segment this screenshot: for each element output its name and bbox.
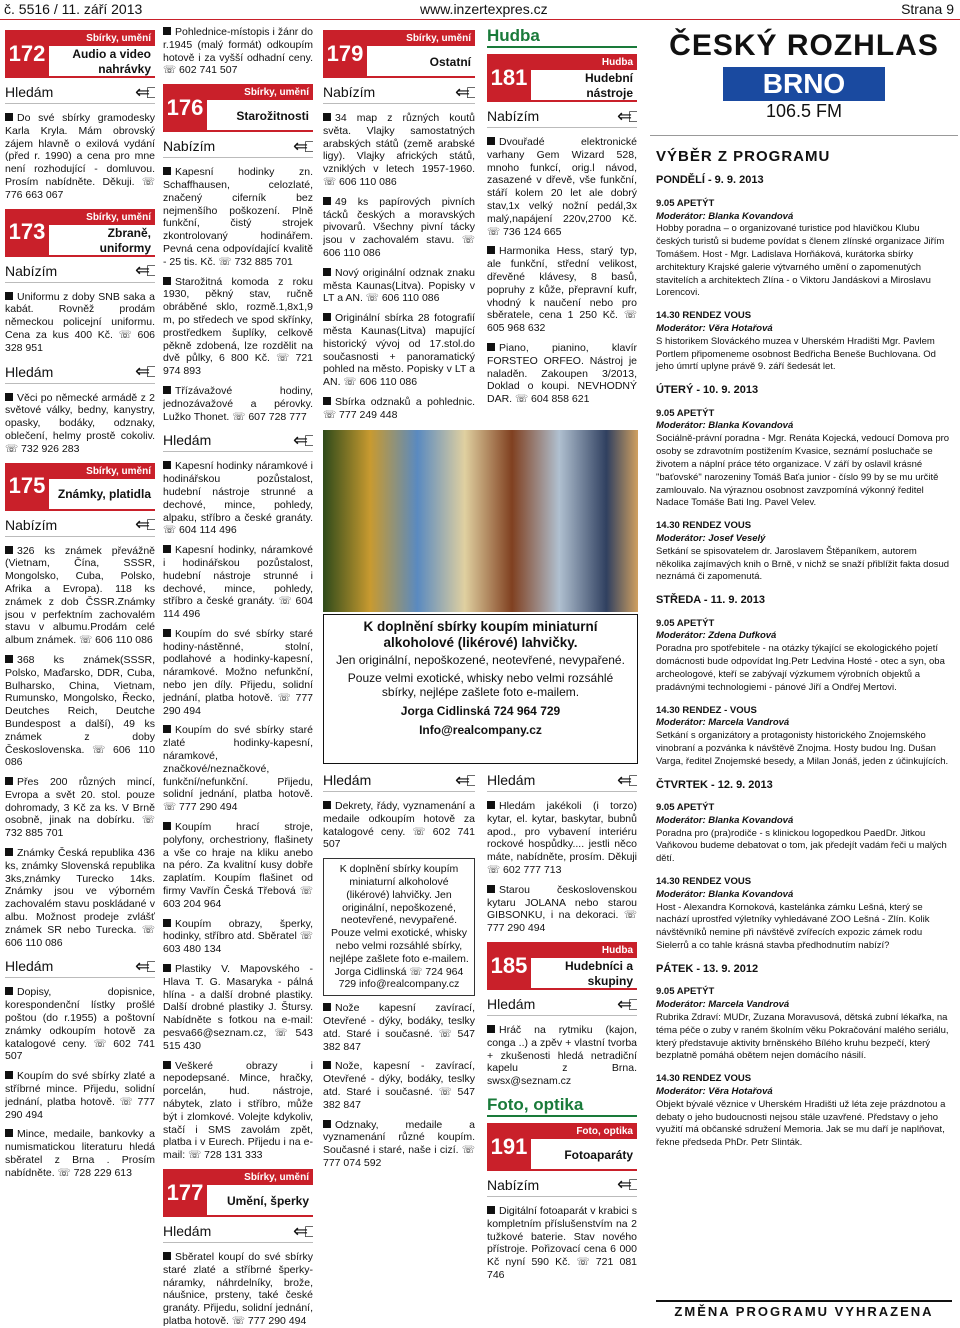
category-group: Sbírky, umění: [207, 1171, 313, 1185]
bullet-icon: [487, 801, 495, 809]
site-url[interactable]: www.inzertexpres.cz: [420, 1, 548, 17]
ad-text: Nože, kapesní - zavírací, Otevřené - dýky, bodáky, teslky atd. Staré i současné. ☏ 547 382 847: [323, 1060, 475, 1111]
ad-text: Do své sbírky gramodesky Karla Kryla. Mám obrovský zájem hlavně o exilová vydání (před r. 1990) a cena pro mne není rozhodující - domluvou. Prosím nabídněte. Děkuji. ☏ 776 663 067: [5, 112, 155, 201]
bullet-icon: [163, 461, 171, 469]
program-day: STŘEDA - 11. 9. 2013: [656, 594, 766, 607]
ad-text: Koupím obrazy, šperky, hodinky, stříbro atd. Sběratel ☏ 603 480 134: [163, 917, 313, 956]
ad-text: Třízávažové hodiny, jednozávažové a pérovky. Lužko Thonet. ☏ 607 728 777: [163, 384, 313, 423]
column-1: [5, 26, 155, 1187]
section-title: Nabízím: [163, 138, 216, 155]
bullet-icon: [163, 919, 171, 927]
section-title: Hledám: [323, 771, 372, 788]
category-group: Hudba: [531, 944, 637, 958]
group-title: Foto, optika: [487, 1095, 637, 1117]
program-moderator: Moderátor: Blanka Kovandová: [656, 888, 794, 900]
radio-program-column: [650, 22, 958, 1324]
ad-text: Starou československou kytaru JOLANA nebo starou GIBSONKU, i na dekoraci. ☏ 777 290 494: [487, 883, 637, 935]
classified-ad: [163, 963, 313, 1053]
section-label: [487, 106, 637, 128]
bullet-icon: [5, 113, 13, 121]
classified-ad: [487, 245, 637, 335]
bullet-icon: [163, 1061, 171, 1069]
bullet-icon: [163, 629, 171, 637]
category-group: Sbírky, umění: [367, 32, 475, 46]
category-header: [163, 84, 313, 132]
classified-ad: [487, 884, 637, 935]
program-moderator: Moderátor: Zdena Dufková: [656, 630, 777, 642]
program-item: [656, 520, 952, 584]
program-time: 9.05 APETÝT: [656, 617, 715, 629]
category-number: 173: [5, 211, 49, 255]
arrow-icon: ⇐□: [293, 429, 313, 450]
program-text: Host - Alexandra Kornoková, kastelánka zámku Lešná, který se nachází uprostřed výletníky vyhledávané ZOO Lešná - Zlín. Kolik návštěvníků nemine při návštěvě zvířecích expozic zámek rodu Sielerrů a co tahle krásná stavba předhodnutím nabízí?: [656, 901, 930, 952]
ad-text: Nože kapesní zavírací, Otevřené - dýky, bodáky, teslky atd. Staré i současné. ☏ 547 382 847: [323, 1002, 475, 1053]
bullet-icon: [5, 393, 13, 401]
category-number: 176: [163, 86, 207, 130]
group-title: Hudba: [487, 26, 637, 48]
section-title: Hledám: [487, 771, 536, 788]
program-heading: VÝBĚR Z PROGRAMU: [656, 148, 831, 165]
category-name: Ostatní: [429, 54, 471, 69]
classified-ad: [323, 1002, 475, 1053]
bullet-icon: [163, 277, 171, 285]
ad-text: Piano, pianino, klavír FORSTEO ORFEO. Nástroj je naladěn. Zakoupen 3/2013, Doklad o koupi. NEVHODNÝ DAR. ☏ 604 858 621: [487, 341, 637, 406]
bullet-icon: [5, 987, 13, 995]
radio-logo: ČESKÝ ROZHLAS: [669, 29, 939, 62]
ad-text: Sběratel koupí do své sbírky staré zlaté a stříbrné šperky-náramky, náhrdelníky, brože, náušnice, prsteny, také české granáty. Přijedu, solidní jednání, platba hotově. ☏ 777 290 494: [163, 1250, 313, 1327]
category-name: Umění, šperky: [226, 1193, 309, 1208]
ad-text: Starožitná komoda z roku 1930, pěkný stav, ručně obráběné sklo, rozmě.1,8x1,9 m, po středech ve spod skřínky, prostředkem šuplíky, celkově pěkně zdobená, lze rozdělit na dvě půlky, 6 800 Kč. ☏ 721 974 893: [163, 275, 313, 378]
bullet-icon: [323, 801, 331, 809]
program-moderator: Moderátor: Marcela Vandrová: [656, 717, 790, 729]
program-day: ČTVRTEK - 12. 9. 2013: [656, 778, 773, 791]
ad-text: Plastiky V. Mapovského - Hlava T. G. Masaryka - pálná hlína - a další drobné plastiky. Další drobné plastiky J. Štursy. Nabídněte s fotkou na e-mail: pesva66@seznam.cz, ☏ 543 515 430: [163, 963, 313, 1052]
bullet-icon: [163, 1252, 171, 1260]
program-moderator: Moderátor: Blanka Kovandová: [656, 814, 794, 826]
ad-text: Koupím do své sbírky staré zlaté hodinky-kapesní, náramkové, značkové/neznačkové, funkční/nefunkční. Přijedu, solidní jednání, platba hotově. ☏ 777 290 494: [163, 724, 313, 814]
program-time: 9.05 APETÝT: [656, 801, 715, 813]
bullet-icon: [5, 292, 13, 300]
ad-text: Koupím do své sbírky zlaté a stříbrné mince. Přijedu, solidní jednání, platba hotově. ☏ 777 290 494: [5, 1070, 155, 1121]
ad-text: Věci po německé armádě z 2 světové války, bedny, kanystry, opasky, bodáky, odznaky, oblečení, helmy prostě cokoliv. ☏ 732 926 283: [5, 391, 155, 455]
column-2: [163, 26, 313, 1328]
program-moderator: Moderátor: Věra Hotařová: [656, 323, 773, 335]
program-text: Poradna pro (pra)rodiče - s klinickou logopedkou PaedDr. Jitkou Vaňkovou budeme debatovat o tom, jak předejít vadám řeči u malých dětí.: [656, 827, 947, 865]
ad-text: Dekrety, řády, vyznamenání a medaile odkoupím hotově za katalogové ceny. ☏ 602 741 507: [323, 800, 475, 851]
classified-ad: [5, 291, 155, 355]
ad-text: Mince, medaile, bankovky a numismatickou literaturu hledá sběratel z Brna . Prosím nabídněte. ☏ 728 229 613: [5, 1128, 155, 1179]
program-time: 9.05 APETÝT: [656, 986, 715, 998]
section-title: Nabízím: [5, 516, 58, 533]
category-header: [5, 463, 155, 511]
ad-text: Kapesní hodinky zn. Schaffhausen, celozlaté, značený ciferník bez nejmenšího poškození. Plně funkční, čistý strojek zkontrolovaný hodinářem. Pevná cena odpovídající kvalitě - 25 tis. Kč. ☏ 732 885 701: [163, 166, 313, 268]
bullet-icon: [323, 113, 331, 121]
category-header: [5, 209, 155, 257]
bullet-icon: [163, 725, 171, 733]
program-time: 14.30 RENDEZ VOUS: [656, 310, 752, 322]
category-group: Sbírky, umění: [207, 86, 313, 100]
section-title: Hledám: [163, 1222, 212, 1239]
classified-ad: [163, 1251, 313, 1328]
classified-ad: [163, 385, 313, 423]
section-title: Nabízím: [5, 262, 58, 279]
section-label: [5, 515, 155, 537]
bullet-icon: [487, 137, 495, 145]
ad-text: 34 map z různých koutů světa. Vlajky samostatných arabských států (země arabské ligy). Vlajky afrických států, vzniklých v letech 1957-1960. ☏ 606 110 086: [323, 112, 475, 188]
section-label: [163, 430, 313, 452]
program-day: PONDĚLÍ - 9. 9. 2013: [656, 174, 764, 187]
issue-number: č. 5516 / 11. září 2013: [4, 1, 143, 17]
category-name: Hudebníci a skupiny: [564, 959, 633, 988]
section-label: [5, 82, 155, 104]
category-name: Zbraně, uniformy: [99, 225, 151, 255]
bottles-ad-line1: Jen originální, nepoškozené, neotevřené, nevypařené.: [336, 653, 625, 668]
classified-ad: [323, 1119, 475, 1170]
classified-ad: [323, 112, 475, 189]
classified-ad: [163, 166, 313, 268]
bullet-icon: [323, 1003, 331, 1011]
category-header: [487, 1123, 637, 1171]
program-moderator: Moderátor: Marcela Vandrová: [656, 999, 790, 1011]
category-header: [5, 30, 155, 78]
arrow-icon: ⇐□: [617, 769, 637, 790]
section-title: Hledám: [5, 83, 54, 100]
bottles-photo: [323, 430, 638, 612]
category-group: Sbírky, umění: [49, 211, 155, 225]
section-label: [5, 956, 155, 978]
program-moderator: Moderátor: Josef Veselý: [656, 532, 766, 544]
ad-text: Známky Česká republika 436 ks, známky Slovenská republika 3ks,známky Turecko 14ks. Známky jsou ve výborném zachovalém stavu poskládané v albu. Možnost prodeje zvlášť známek SR nebo Turecka. ☏ 606 110 086: [5, 847, 155, 949]
bullet-icon: [5, 655, 13, 663]
program-text: Setkání se spisovatelem dr. Jaroslavem Štěpaníkem, autorem několika zajímavých knih o Brně, v nichž se snaží přiblížit fakta dosud neznámá či zapomenutá.: [656, 545, 950, 583]
ad-text: Harmonika Hess, starý typ, ale funkční, střední velikost, dřevěné klávesy, 8 basů, popruhy z kůže, přepravní kufr, vhodný k naučení nebo pro sběratele, cena 1 250 Kč. ☏ 605 968 632: [487, 245, 637, 335]
category-header: [163, 1169, 313, 1217]
program-time: 9.05 APETÝT: [656, 407, 715, 419]
arrow-icon: ⇐□: [135, 955, 155, 976]
radio-frequency: 106.5 FM: [765, 100, 843, 121]
classified-ad: [323, 196, 475, 260]
classified-ad: [5, 112, 155, 202]
category-number: 185: [487, 944, 531, 988]
classified-ad: [163, 628, 313, 718]
bottles-ad-line2: Pouze velmi exotické, whisky nebo velmi rozsáhlé sbírky, nejlépe zašlete foto e-mailem.: [347, 670, 614, 700]
program-item: [656, 876, 952, 953]
bullet-icon: [323, 268, 331, 276]
bullet-icon: [487, 343, 495, 351]
bullet-icon: [487, 246, 495, 254]
page-number: Strana 9: [901, 1, 954, 17]
program-footer: ZMĚNA PROGRAMU VYHRAZENA: [656, 1300, 952, 1320]
ad-text: Přes 200 různých mincí, Evropa a svět 20. stol. pouze dohromady, 3 Kč za ks. V Brně osobně, jinak na dobírku. ☏ 732 885 701: [5, 776, 155, 840]
section-label: [163, 136, 313, 158]
category-header: [487, 942, 637, 990]
bullet-icon: [163, 167, 171, 175]
category-header: [323, 30, 475, 78]
bottles-ad-title: K doplnění sbírky koupím miniaturní alkoholové (likérové) lahvičky.: [363, 619, 598, 650]
section-label: [163, 1221, 313, 1243]
program-day: ÚTERÝ - 10. 9. 2013: [656, 384, 759, 397]
bottles-ad-box: [323, 614, 638, 764]
ad-text: Originální sbírka 28 fotografií města Kaunas(Litva) mapující historický vývoj od 17.stol.do současnosti + panoramatický pohled na město. Popisky v LT a AN. ☏ 606 110 086: [323, 312, 475, 389]
program-time: 14.30 RENDEZ VOUS: [656, 520, 752, 532]
bullet-icon: [5, 546, 13, 554]
classified-ad: [323, 396, 475, 422]
bottles-ad-email[interactable]: Info@realcompany.cz: [419, 722, 542, 737]
bullet-icon: [323, 1061, 331, 1069]
program-moderator: Moderátor: Blanka Kovandová: [656, 210, 794, 222]
category-group: Sbírky, umění: [49, 32, 155, 46]
category-group: Hudba: [531, 56, 637, 70]
program-item: [656, 705, 952, 769]
ad-text: Veškeré obrazy i nepodepsané. Mince, hračky, porcelán, hud. nástroje, nábytek, zlato i stříbro, může být i zlomkové. Volejte kdykoliv, stačí i SMS zavolám zpět, platba i v Eurech. Přijedu i na e-mail: ☏ 728 131 333: [163, 1059, 313, 1162]
category-name: Starožitnosti: [236, 108, 309, 123]
ad-text: Dopisy, dopisnice, korespondenční lístky prošlé poštou (do r.1955) a poštovní známky odkoupím hotově za katalogové ceny. ☏ 602 741 507: [5, 986, 155, 1063]
bullet-icon: [163, 545, 171, 553]
classified-ad: [163, 26, 313, 77]
classified-ad: [5, 1070, 155, 1121]
classified-ad: [163, 724, 313, 814]
ad-text: Digitální fotoaparát v krabici s kompletním příslušenstvím na 2 tužkové baterie. Stav nového přístroje. Pořizovací cena 6 000 Kč nyní 590 Kč. ☏ 721 081 746: [487, 1204, 637, 1281]
section-title: Hledám: [5, 363, 54, 380]
bullet-icon: [5, 1071, 13, 1079]
classified-ad: [5, 654, 155, 769]
column-3-lower: [323, 766, 475, 1177]
category-header: [487, 54, 637, 102]
program-text: Setkání s organizátory a protagonisty historického Znojemského vinobraní a pozvánka k návštěvě Znojma. Hosty budou Ing. Dušan Varga, ředitel Znojemské besedy, a Milan Jonáš, jeden z účinkujících.: [656, 730, 949, 767]
section-label: [323, 770, 475, 792]
arrow-icon: ⇐□: [135, 361, 155, 382]
classified-ad: [163, 918, 313, 956]
bullet-icon: [5, 848, 13, 856]
arrow-icon: ⇐□: [455, 81, 475, 102]
category-number: 191: [487, 1125, 531, 1169]
classified-ad: [487, 1205, 637, 1282]
bullet-icon: [487, 1025, 495, 1033]
ad-text: Hledám jakékoli (i torzo) kytar, el. kytar, baskytar, bubnů apod., pro vybavení interiéru rockové hospůdky.... jestli něco máte, nabídněte, prosím. Děkuji ☏ 602 777 713: [487, 800, 637, 876]
classified-ad: [5, 1128, 155, 1179]
ad-text: Koupím hrací stroje, polyfony, orchestriony, flašinety a vše co hraje na kliku anebo na péro. Za kvalitní kusy dobře zaplatím. Koupím flašinet od firmy Vavřín Česká Třebová ☏ 603 204 964: [163, 821, 313, 910]
classified-ad: [323, 312, 475, 389]
program-item: [656, 408, 952, 511]
section-title: Hledám: [487, 995, 536, 1012]
boxed-ad: K doplnění sbírky koupím miniaturní alkoholové (likérové) lahvičky. Jen originální, nepoškozené, neotevřené, nevypařené. Pouze velmi exotické, whisky nebo velmi rozsáhlé sbírky, nejlépe zašlete foto e-mailem. Jorga Cidlinská ☏ 724 964 729 info@realcompany.cz: [323, 858, 475, 996]
classified-ad: [5, 776, 155, 840]
ad-text: Odznaky, medaile a vyznamenání různé koupím. Současné i staré, naše i cizí. ☏ 777 074 592: [323, 1118, 475, 1169]
bullet-icon: [5, 1129, 13, 1137]
classified-ad: [163, 460, 313, 537]
classified-ad: [5, 986, 155, 1063]
bullet-icon: [163, 964, 171, 972]
category-number: 177: [163, 1171, 207, 1215]
bullet-icon: [163, 386, 171, 394]
radio-city: BRNO: [723, 67, 885, 101]
category-group: Sbírky, umění: [49, 465, 155, 479]
program-time: 14.30 RENDEZ VOUS: [656, 1073, 752, 1085]
bullet-icon: [323, 1120, 331, 1128]
classified-ad: [5, 847, 155, 949]
program-time: 14.30 RENDEZ - VOUS: [656, 704, 757, 716]
ad-text: Sbírka odznaků a pohlednic. ☏ 777 249 448: [323, 395, 475, 421]
ad-text: Dvouřadé elektronické varhany Gem Wizard 528, mnoho funkcí, orig.l návod, zasazené v dřevě, vše funkční, stáří kolem 20 let ale dobrý stav,1x velký nožní pedál,3x malý,napájení 220v,2700 Kč. ☏ 736 124 665: [487, 136, 637, 238]
category-name: Hudební nástroje: [585, 71, 633, 100]
program-item: [656, 310, 952, 374]
section-title: Nabízím: [487, 1176, 540, 1193]
section-label: [5, 261, 155, 283]
ad-text: 368 ks známek(SSSR, Polsko, Maďarsko, DDR, Cuba, Bulharsko, China, Vietnam, Rumunsko, Mongolsko, Řecko, Deutches Reich, Deutche Bundespost a další), 49 ks známek z doby Československa. ☏ 606 110 086: [5, 653, 155, 769]
classified-ad: [323, 800, 475, 851]
category-number: 181: [487, 56, 531, 100]
category-number: 179: [323, 32, 367, 76]
ad-text: Koupím do své sbírky staré hodiny-nástěnné, stolní, podlahové a hodinky-kapesní, náramkové. Možno nefunkční, nebo jen díly. Přijedu, solidní jednání, platba hotově. ☏ 777 290 494: [163, 627, 313, 717]
program-text: Hobby poradna – o organizované turistice pod hlavičkou Klubu českých turistů si budeme povídat s členem zlínské organizace Jiřím Tomášem. Host - Mgr. Ladislava Horňáková, kurátorka sbírky architektury Krajské galerie výtvarného umění o zapomenutých stavitelích a architektech Zlína - o Viktoru Jandáskovi a Miroslavu Lorencovi.: [656, 223, 945, 299]
classified-ad: [487, 136, 637, 238]
program-text: Objekt bývalé věznice v Uherském Hradišti už léta zeje prázdnotou a debaty o jeho budoucnosti nejsou stále uzavřené. Představy o jeho využití má občanské sdružení Memoria. Jak se mu daří je naplňovat, řekne předseda PhDr. Petr Slinták.: [656, 1098, 946, 1149]
arrow-icon: ⇐□: [617, 993, 637, 1014]
bullet-icon: [163, 27, 171, 35]
arrow-icon: ⇐□: [135, 514, 155, 535]
column-4: [487, 26, 637, 426]
arrow-icon: ⇐□: [617, 105, 637, 126]
arrow-icon: ⇐□: [293, 1220, 313, 1241]
section-label: [487, 1175, 637, 1197]
program-day: PÁTEK - 13. 9. 2012: [656, 962, 759, 975]
ad-text: 326 ks známek převážně (Vietnam, Čína, SSSR, Mongolsko, Cuba, Polsko, Afrika a Evropa). 118 ks známek z dob ČSSR.Známky jsou v perfektním zachovalém stavu v albumu.Prodám celé album známek. ☏ 606 110 086: [5, 544, 155, 647]
section-title: Hledám: [163, 432, 212, 449]
bullet-icon: [163, 822, 171, 830]
bullet-icon: [323, 313, 331, 321]
program-days: [650, 174, 958, 1150]
ad-text: Kapesní hodinky, náramkové i hodinářskou pozůstalost, hudební nástroje strunné i dechové, mince, pohledy, stříbro a české granáty. ☏ 604 114 496: [163, 544, 313, 621]
arrow-icon: ⇐□: [135, 81, 155, 102]
bullet-icon: [323, 197, 331, 205]
program-time: 9.05 APETÝT: [656, 197, 715, 209]
classified-ad: [163, 1060, 313, 1162]
column-3: [323, 26, 475, 426]
category-name: Audio a video nahrávky: [72, 47, 151, 76]
bullet-icon: [487, 885, 495, 893]
ad-text: Kapesní hodinky náramkové i hodinářskou pozůstalost, hudební nástroje strunné a dechové, mince, pohledy, alpaku, stříbro a české granáty. ☏ 604 114 496: [163, 460, 313, 537]
program-item: [656, 198, 952, 301]
arrow-icon: ⇐□: [293, 135, 313, 156]
program-time: 14.30 RENDEZ VOUS: [656, 876, 752, 888]
radio-logo-block: [650, 28, 958, 136]
column-4-lower: [487, 766, 637, 1289]
category-number: 172: [5, 32, 49, 76]
program-item: [656, 618, 952, 695]
section-title: Nabízím: [323, 83, 376, 100]
ad-text: Uniformu z doby SNB saka a kabát. Rovněž prodám německou policejní uniformu. Cena za kus 400 Kč. ☏ 606 328 951: [5, 290, 155, 354]
section-label: [487, 770, 637, 792]
classified-ad: [323, 1060, 475, 1111]
bullet-icon: [487, 1206, 495, 1214]
program-text: Poradna pro spotřebitele - na otázky týkající se ekologického pojetí domácnosti bude odpovídat Ing.Petr Ledvina Hosté - otec a syn, oba archeologové, kteří se zabývají výzkumem výrobních objektů a pradávnými technologiemi - pánové Jiří a Ondřej Mertovi.: [656, 643, 945, 693]
category-name: Známky, platidla: [57, 487, 151, 502]
section-label: [323, 82, 475, 104]
arrow-icon: ⇐□: [455, 769, 475, 790]
classified-ad: [163, 544, 313, 621]
section-title: Hledám: [5, 958, 54, 975]
ad-text: 49 ks papírových pivních tácků českých a moravských pivovarů. Všechny pivní tácky jsou v zachovalém stavu. ☏ 606 110 086: [323, 195, 475, 259]
program-text: Sociálně-právní poradna - Mgr. Renáta Kojecká, vedoucí Domova pro osoby se zdravotním postižením Kvasice, seznámí posluchače se životem a náplní práce této organizace. V září by oslavil krásné "baťovské" narozeniny Tomáš Baťa junior - číslo 99 by se mu určitě zamlouvalo. Na výraznou osobnost zavzpomíná výkonný ředitel Nadace Tomáše Bati Ing. Pavel Velev.: [656, 433, 950, 509]
category-number: 175: [5, 465, 49, 509]
arrow-icon: ⇐□: [617, 1174, 637, 1195]
classified-ad: [163, 821, 313, 911]
classified-ad: [5, 545, 155, 647]
bullet-icon: [5, 777, 13, 785]
classified-ad: [323, 267, 475, 305]
category-group: Foto, optika: [531, 1125, 637, 1139]
classified-ad: [487, 800, 637, 877]
classified-ad: [487, 1024, 637, 1088]
ad-text: Nový originální odznak znaku města Kaunas(Litva). Popisky v LT a AN. ☏ 606 110 086: [323, 266, 475, 305]
section-label: [487, 994, 637, 1016]
program-item: [656, 802, 952, 866]
program-text: S historikem Slováckého muzea v Uherském Hradišti Mgr. Pavlem Portlem připomeneme osobnost Bedřicha Beneše Buchlovana. Od jeho úmrtí uplyne právě 9. září šedesát let.: [656, 335, 936, 373]
section-label: [5, 362, 155, 384]
section-title: Nabízím: [487, 107, 540, 124]
classified-ad: [5, 392, 155, 456]
arrow-icon: ⇐□: [135, 260, 155, 281]
program-moderator: Moderátor: Věra Hotařová: [656, 1086, 773, 1098]
ad-text: Pohlednice-místopis i žánr do r.1945 (malý formát) odkoupím hotově i za vyšší odhadní ceny. ☏ 602 741 507: [163, 26, 313, 77]
program-item: [656, 986, 952, 1063]
classified-ad: [163, 276, 313, 378]
program-text: Rubrika Zdraví: MUDr, Zuzana Moravusová, dětská zubní lékařka, na téma péče o zuby v raném školním věku Pokračování malého seriálu, který představuje aktivity brněnského Bílého kruhu bezpečí, který bezplatně pomáhá obětem nejen domácího násilí.: [656, 1011, 949, 1062]
bottles-ad-contact: Jorga Cidlinská 724 964 729: [400, 703, 561, 718]
page-header: [0, 0, 960, 20]
program-moderator: Moderátor: Blanka Kovandová: [656, 420, 794, 432]
program-item: [656, 1073, 952, 1150]
category-name: Fotoaparáty: [564, 1147, 633, 1162]
bullet-icon: [323, 397, 331, 405]
ad-text: Hráč na rytmiku (kajon, conga ..) a zpěv + vlastní tvorba + zkušenosti hledá netradiční kapelu z Brna. swsx@seznam.cz: [487, 1023, 637, 1088]
classified-ad: [487, 342, 637, 406]
